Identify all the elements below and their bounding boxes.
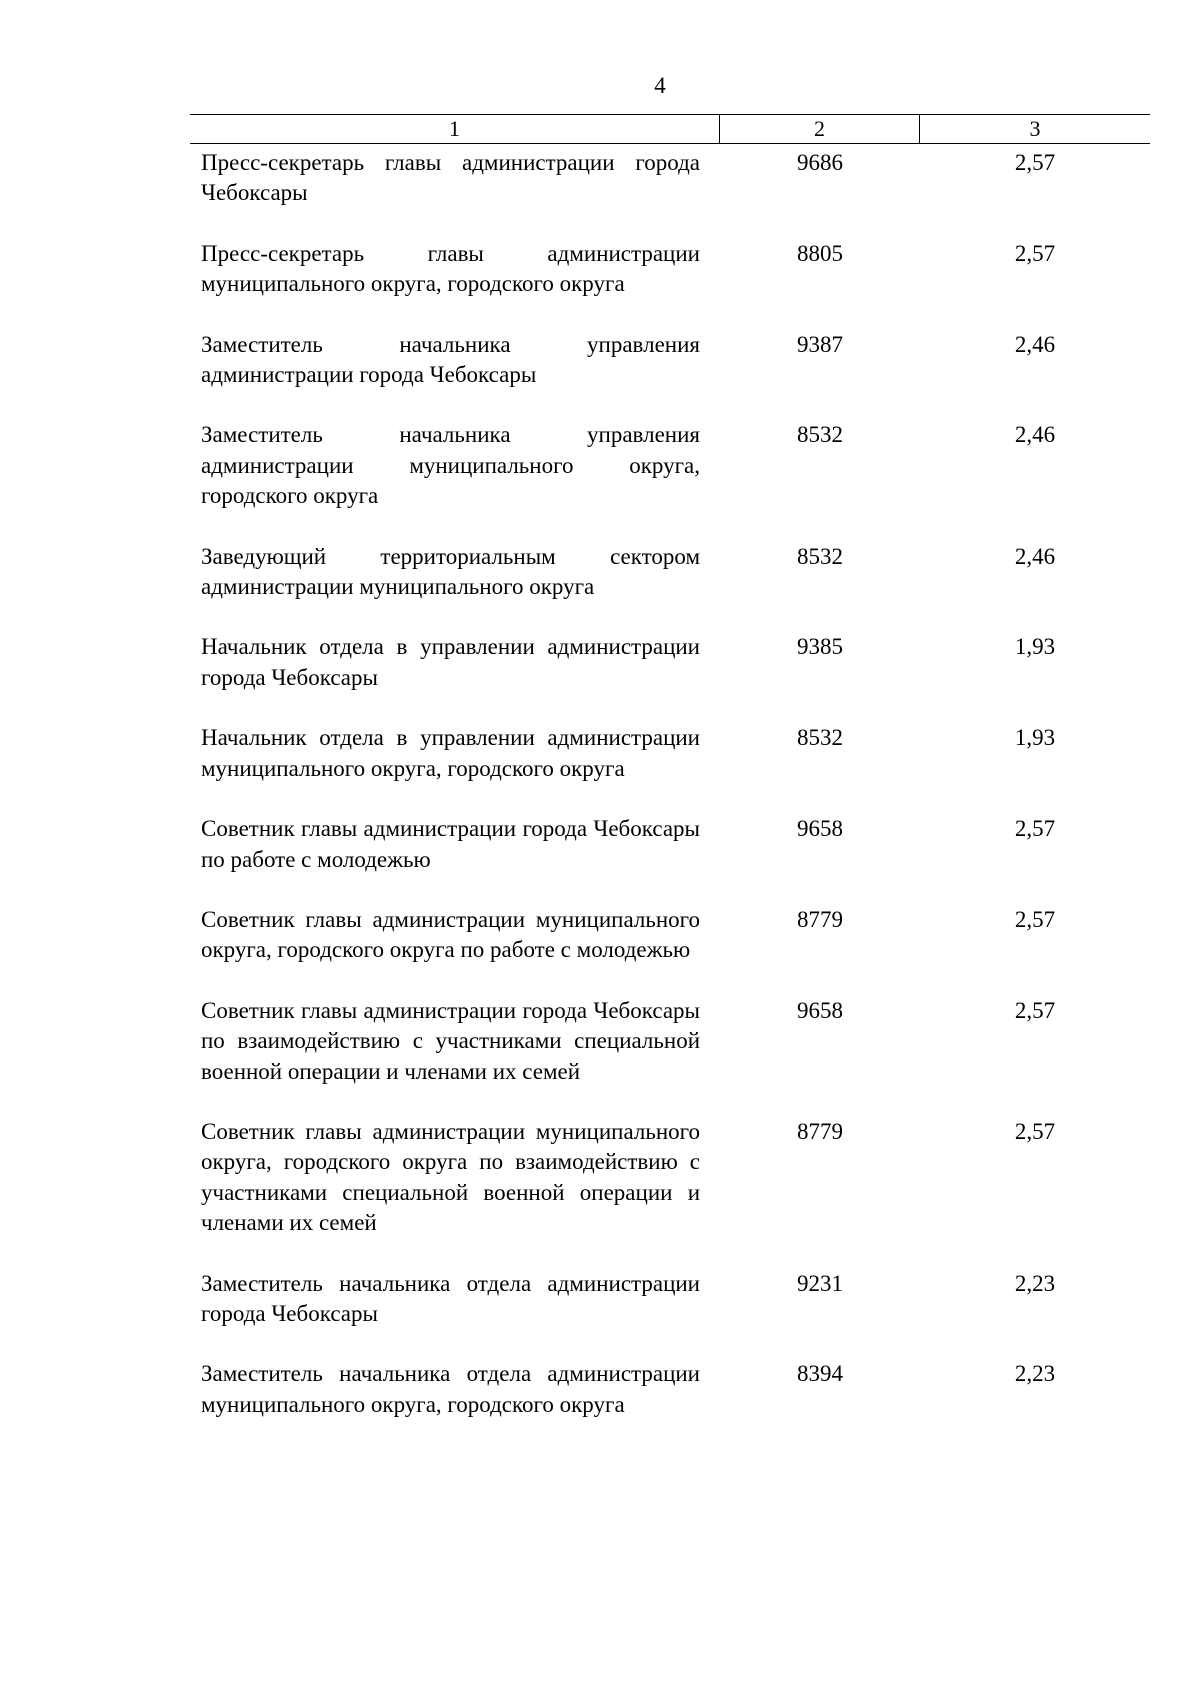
position-coefficient: 2,46 <box>1014 331 1056 357</box>
position-coefficient: 2,57 <box>1014 240 1056 266</box>
position-code: 9686 <box>797 150 843 175</box>
table-row <box>190 148 1150 209</box>
position-code: 9387 <box>797 331 843 357</box>
position-code: 8779 <box>797 1118 843 1144</box>
table-row <box>190 632 1150 693</box>
position-name: Заместитель начальника управления администрации муниципального округа, городского округа <box>201 422 700 509</box>
position-name: Заместитель начальника отдела администрации города Чебоксары <box>201 1270 700 1326</box>
table-row <box>190 239 1150 300</box>
table-row <box>190 420 1150 511</box>
position-name: Советник главы администрации города Чебоксары по взаимодействию с участниками специальной военной операции и членами их семей <box>201 997 700 1084</box>
position-coefficient: 2,57 <box>1014 816 1056 842</box>
table-header <box>190 114 1150 144</box>
position-coefficient: 2,57 <box>1014 997 1056 1023</box>
position-name: Советник главы администрации муниципального округа, городского округа по работе с молодежью <box>201 906 700 963</box>
position-name: Советник главы администрации города Чебоксары по работе с молодежью <box>201 816 700 872</box>
position-coefficient: 2,23 <box>1014 1361 1056 1387</box>
position-coefficient: 2,57 <box>1014 1118 1056 1144</box>
position-coefficient: 1,93 <box>1014 634 1056 660</box>
position-name: Заместитель начальника управления администрации города Чебоксары <box>201 331 700 388</box>
header-col-2: 2 <box>720 115 920 143</box>
table-body <box>190 148 1150 1450</box>
position-code: 8532 <box>797 725 843 751</box>
position-name: Заведующий территориальным сектором администрации муниципального округа <box>201 543 700 600</box>
position-code: 9658 <box>797 997 843 1023</box>
position-name: Пресс-секретарь главы администрации города Чебоксары <box>201 150 700 206</box>
table-row <box>190 996 1150 1087</box>
position-name: Начальник отдела в управлении администрации города Чебоксары <box>201 634 700 690</box>
position-name: Начальник отдела в управлении администрации муниципального округа, городского округа <box>201 725 700 781</box>
position-code: 8779 <box>797 906 843 932</box>
position-coefficient: 2,46 <box>1014 422 1056 448</box>
position-coefficient: 2,57 <box>1014 906 1056 932</box>
position-coefficient: 2,23 <box>1014 1270 1056 1296</box>
position-code: 9385 <box>797 634 843 660</box>
table-row <box>190 1359 1150 1420</box>
page-number: 4 <box>654 73 666 98</box>
table-row <box>190 330 1150 391</box>
position-code: 9231 <box>797 1270 843 1296</box>
table-row <box>190 814 1150 875</box>
position-name: Заместитель начальника отдела администрации муниципального округа, городского округа <box>201 1361 700 1417</box>
position-code: 9658 <box>797 816 843 842</box>
position-coefficient: 2,57 <box>1014 150 1056 175</box>
position-code: 8532 <box>797 543 843 569</box>
header-col-1: 1 <box>190 115 720 143</box>
table-row <box>190 723 1150 784</box>
position-code: 8532 <box>797 422 843 448</box>
position-name: Пресс-секретарь главы администрации муниципального округа, городского округа <box>201 240 700 297</box>
table-row <box>190 905 1150 966</box>
position-code: 8394 <box>797 1361 843 1387</box>
position-name: Советник главы администрации муниципального округа, городского округа по взаимодействию с участниками специальной военной операции и членами их семей <box>201 1118 700 1236</box>
header-col-3: 3 <box>1029 116 1041 141</box>
position-code: 8805 <box>797 240 843 266</box>
position-coefficient: 1,93 <box>1014 725 1056 751</box>
position-coefficient: 2,46 <box>1014 543 1056 569</box>
table-row <box>190 1117 1150 1239</box>
table-row <box>190 1269 1150 1330</box>
table-row <box>190 542 1150 603</box>
